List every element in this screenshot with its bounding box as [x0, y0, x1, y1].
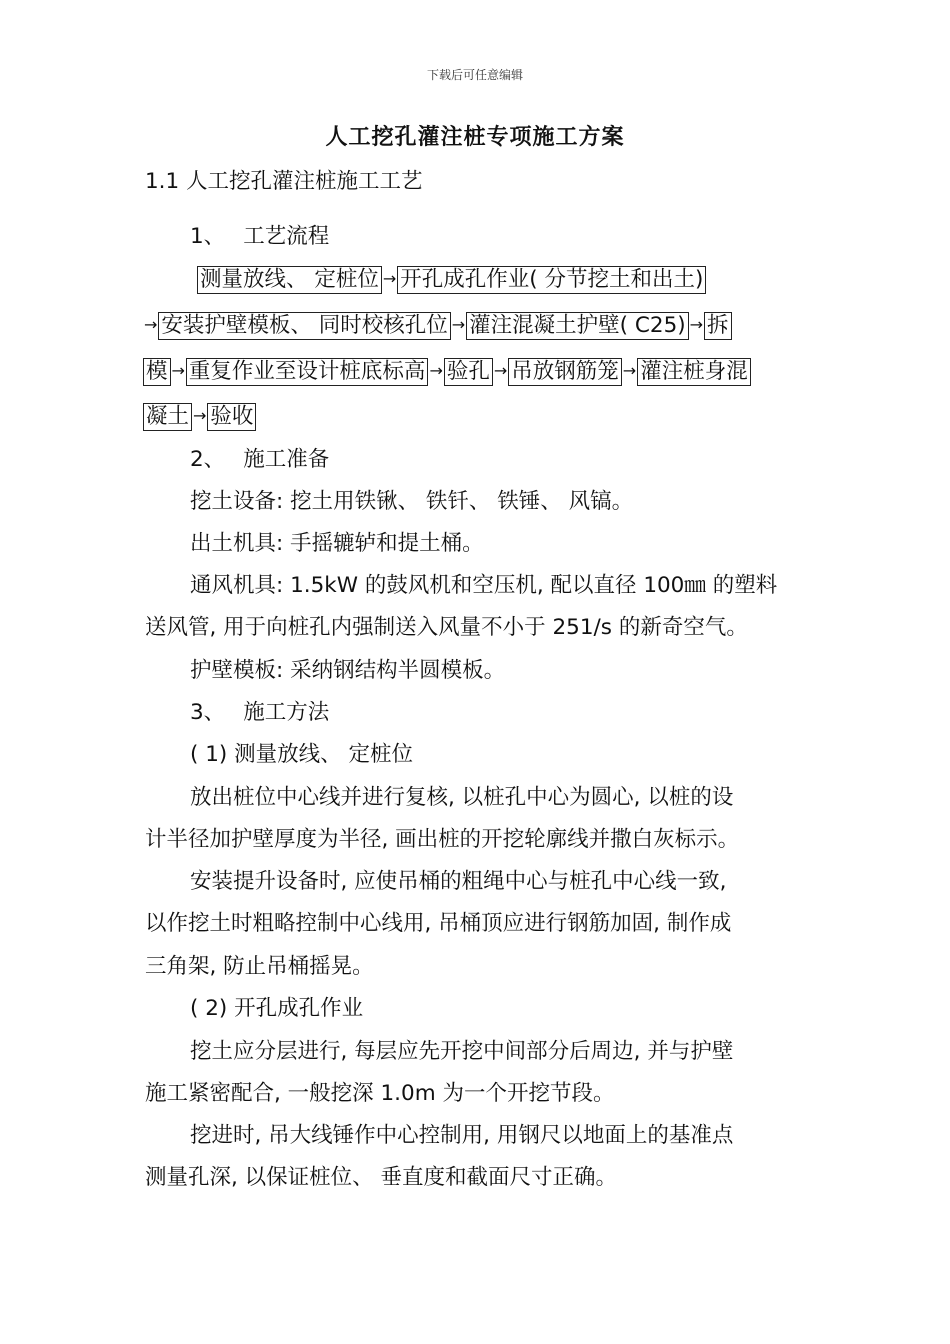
paragraph-line: 测量孔深, 以保证桩位、 垂直度和截面尺寸正确。 [145, 1165, 618, 1190]
prep-line: 护壁模板: 采纳钢结构半圆模板。 [190, 658, 506, 683]
document-title: 人工挖孔灌注桩专项施工方案 [325, 125, 625, 150]
arrow-icon: → [622, 361, 637, 380]
arrow-icon: → [382, 269, 397, 288]
flow-line-4 [143, 401, 256, 432]
flow-box: 验孔 [444, 358, 493, 386]
step2-heading [190, 445, 329, 475]
prep-line: 挖土设备: 挖土用铁锹、 铁钎、 铁锤、 风镐。 [190, 489, 634, 514]
flow-box: 灌注桩身混 [637, 358, 751, 386]
paragraph-line: 安装提升设备时, 应使吊桶的粗绳中心与桩孔中心线一致, [190, 869, 727, 894]
flow-line-2 [143, 310, 732, 341]
arrow-icon: → [193, 406, 207, 425]
flow-box: 重复作业至设计桩底标高 [186, 358, 429, 386]
paragraph-line: 挖进时, 吊大线锤作中心控制用, 用钢尺以地面上的基准点 [190, 1123, 734, 1148]
step-number: 3、 [190, 700, 226, 725]
subheading-2: ( 2) 开孔成孔作业 [190, 996, 364, 1021]
prep-line: 出土机具: 手摇辘轳和提土桶。 [190, 531, 484, 556]
step3-heading [190, 698, 329, 728]
step-label: 工艺流程 [243, 224, 330, 249]
section-heading: 1.1 人工挖孔灌注桩施工工艺 [145, 169, 423, 194]
arrow-icon: → [493, 361, 508, 380]
arrow-icon: → [429, 361, 443, 380]
flow-box: 吊放钢筋笼 [508, 358, 622, 386]
step-label: 施工方法 [243, 700, 330, 725]
paragraph-line: 施工紧密配合, 一般挖深 1.0m 为一个开挖节段。 [145, 1081, 615, 1106]
flow-box: 开孔成孔作业( 分节挖土和出土) [397, 266, 706, 294]
step-number: 1、 [190, 224, 226, 249]
flow-box: 灌注混凝土护壁( C25) [466, 312, 688, 340]
step1-heading [190, 222, 329, 252]
paragraph-line: 放出桩位中心线并进行复核, 以桩孔中心为圆心, 以桩的设 [190, 785, 734, 810]
paragraph-line: 计半径加护壁厚度为半径, 画出桩的开挖轮廓线并撒白灰标示。 [145, 827, 740, 852]
flow-box: 验收 [207, 403, 256, 431]
flow-box: 测量放线、 定桩位 [197, 266, 382, 294]
flow-box: 拆 [704, 312, 732, 340]
flow-line-3 [143, 356, 751, 387]
prep-line: 送风管, 用于向桩孔内强制送入风量不小于 251/s 的新奇空气。 [145, 615, 748, 640]
arrow-icon: → [689, 315, 704, 334]
paragraph-line: 以作挖土时粗略控制中心线用, 吊桶顶应进行钢筋加固, 制作成 [145, 911, 732, 936]
flow-box: 凝土 [143, 403, 192, 431]
flow-box: 安装护壁模板、 同时校核孔位 [158, 312, 450, 340]
arrow-icon: → [144, 315, 158, 334]
header-note: 下载后可任意编辑 [426, 68, 523, 82]
step-label: 施工准备 [243, 447, 330, 472]
flow-box: 模 [143, 358, 171, 386]
step-number: 2、 [190, 447, 226, 472]
flow-line-1 [197, 264, 706, 295]
paragraph-line: 三角架, 防止吊桶摇晃。 [145, 954, 374, 979]
paragraph-line: 挖土应分层进行, 每层应先开挖中间部分后周边, 并与护壁 [190, 1039, 734, 1064]
arrow-icon: → [451, 315, 466, 334]
subheading-1: ( 1) 测量放线、 定桩位 [190, 742, 413, 767]
prep-line: 通风机具: 1.5kW 的鼓风机和空压机, 配以直径 100㎜ 的塑料 [190, 573, 778, 598]
arrow-icon: → [171, 361, 185, 380]
